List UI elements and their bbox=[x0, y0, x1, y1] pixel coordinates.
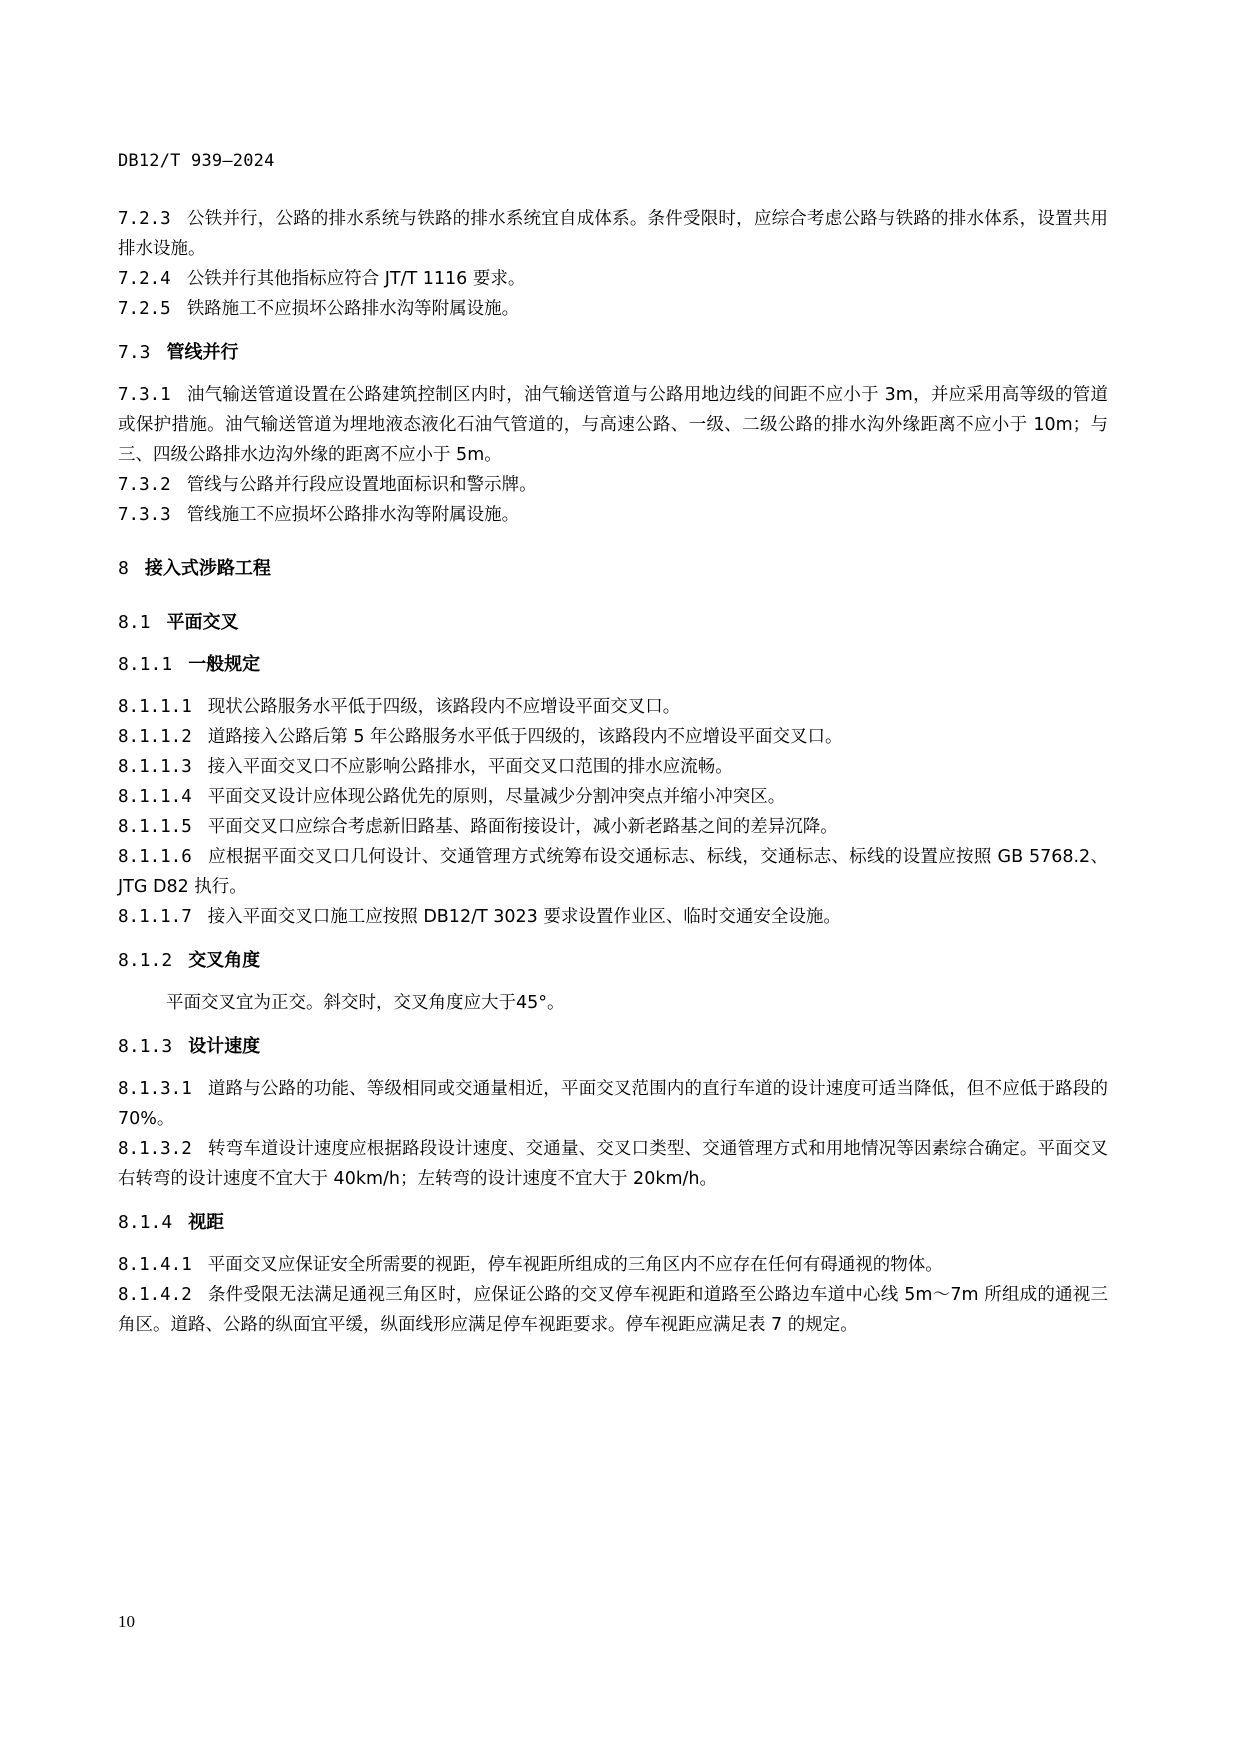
clause-text: 转弯车道设计速度应根据路段设计速度、交通量、交叉口类型、交通管理方式和用地情况等因素综合确定。平面交叉右转弯的设计速度不宜大于 40km/h；左转弯的设计速度不宜大于 20km/h。 bbox=[118, 1139, 1108, 1189]
clause-8-1-1-2 bbox=[118, 722, 1108, 752]
clause-text: 条件受限无法满足通视三角区时，应保证公路的交叉停车视距和道路至公路边车道中心线 5m～7m 所组成的通视三角区。道路、公路的纵面宜平缓，纵面线形应满足停车视距要求。停车视距应满足表 7 的规定。 bbox=[118, 1285, 1108, 1335]
clause-text: 公铁并行其他指标应符合 JT/T 1116 要求。 bbox=[186, 269, 526, 289]
clause-number: 8.1.3.1 bbox=[118, 1079, 192, 1099]
clause-8-1-1-1 bbox=[118, 692, 1108, 722]
clause-number: 8.1.1.3 bbox=[118, 757, 192, 777]
heading-number: 8.1 bbox=[118, 612, 151, 633]
heading-8-1 bbox=[118, 608, 1108, 638]
heading-number: 8.1.4 bbox=[118, 1212, 173, 1233]
clause-number: 7.2.4 bbox=[118, 269, 171, 289]
clause-number: 8.1.4.1 bbox=[118, 1255, 192, 1275]
clause-text: 道路与公路的功能、等级相同或交通量相近，平面交叉范围内的直行车道的设计速度可适当降低，但不应低于路段的 70%。 bbox=[118, 1079, 1108, 1129]
heading-8 bbox=[118, 554, 1108, 584]
clause-8-1-4-2 bbox=[118, 1280, 1108, 1340]
clause-text: 平面交叉口应综合考虑新旧路基、路面衔接设计，减小新老路基之间的差异沉降。 bbox=[207, 817, 838, 837]
clause-text: 应根据平面交叉口几何设计、交通管理方式统筹布设交通标志、标线，交通标志、标线的设置应按照 GB 5768.2、JTG D82 执行。 bbox=[118, 847, 1108, 897]
clause-number: 8.1.1.1 bbox=[118, 697, 192, 717]
clause-8-1-1-4 bbox=[118, 782, 1108, 812]
clause-text: 接入平面交叉口不应影响公路排水，平面交叉口范围的排水应流畅。 bbox=[207, 757, 733, 777]
clause-number: 7.2.3 bbox=[118, 209, 171, 229]
heading-8-1-4 bbox=[118, 1208, 1108, 1238]
heading-title: 设计速度 bbox=[188, 1036, 261, 1057]
clause-number: 8.1.3.2 bbox=[118, 1139, 192, 1159]
clause-text: 铁路施工不应损坏公路排水沟等附属设施。 bbox=[186, 299, 520, 319]
heading-title: 交叉角度 bbox=[188, 950, 261, 971]
clause-7-3-3 bbox=[118, 500, 1108, 530]
heading-number: 8.1.3 bbox=[118, 1036, 173, 1057]
clause-text: 平面交叉应保证安全所需要的视距，停车视距所组成的三角区内不应存在任何有碍通视的物体。 bbox=[207, 1255, 943, 1275]
heading-number: 7.3 bbox=[118, 342, 151, 363]
clause-8-1-1-7 bbox=[118, 902, 1108, 932]
paragraph-8-1-2: 平面交叉宜为正交。斜交时，交叉角度应大于45°。 bbox=[166, 993, 565, 1013]
heading-title: 平面交叉 bbox=[166, 612, 239, 633]
heading-title: 一般规定 bbox=[188, 654, 261, 675]
clause-number: 8.1.1.2 bbox=[118, 727, 192, 747]
heading-8-1-3 bbox=[118, 1032, 1108, 1062]
clause-text: 现状公路服务水平低于四级，该路段内不应增设平面交叉口。 bbox=[207, 697, 681, 717]
clause-text: 道路接入公路后第 5 年公路服务水平低于四级的，该路段内不应增设平面交叉口。 bbox=[207, 727, 843, 747]
clause-8-1-4-1 bbox=[118, 1250, 1108, 1280]
clause-number: 7.3.1 bbox=[118, 385, 171, 405]
clause-number: 8.1.1.7 bbox=[118, 907, 192, 927]
clause-number: 7.2.5 bbox=[118, 299, 171, 319]
clause-number: 8.1.4.2 bbox=[118, 1285, 192, 1305]
heading-number: 8 bbox=[118, 558, 129, 579]
clause-number: 8.1.1.4 bbox=[118, 787, 192, 807]
heading-8-1-1 bbox=[118, 650, 1108, 680]
heading-8-1-2 bbox=[118, 946, 1108, 976]
clause-7-3-1 bbox=[118, 380, 1108, 470]
clause-text: 平面交叉设计应体现公路优先的原则，尽量减少分割冲突点并缩小冲突区。 bbox=[207, 787, 786, 807]
clause-number: 8.1.1.6 bbox=[118, 847, 192, 867]
clause-7-2-3 bbox=[118, 204, 1108, 264]
clause-8-1-3-2 bbox=[118, 1134, 1108, 1194]
heading-title: 管线并行 bbox=[166, 342, 239, 363]
document-header-id: DB12/T 939—2024 bbox=[118, 151, 275, 171]
clause-7-3-2 bbox=[118, 470, 1108, 500]
page-number: 10 bbox=[118, 1612, 135, 1631]
clause-text: 管线施工不应损坏公路排水沟等附属设施。 bbox=[186, 505, 520, 525]
heading-number: 8.1.1 bbox=[118, 654, 173, 675]
clause-7-2-4 bbox=[118, 264, 1108, 294]
clause-8-1-3-1 bbox=[118, 1074, 1108, 1134]
clause-7-2-5 bbox=[118, 294, 1108, 324]
clause-number: 7.3.2 bbox=[118, 475, 171, 495]
heading-number: 8.1.2 bbox=[118, 950, 173, 971]
clause-8-1-1-3 bbox=[118, 752, 1108, 782]
clause-8-1-1-6 bbox=[118, 842, 1108, 902]
clause-text: 管线与公路并行段应设置地面标识和警示牌。 bbox=[186, 475, 537, 495]
heading-title: 视距 bbox=[188, 1212, 225, 1233]
heading-7-3 bbox=[118, 338, 1108, 368]
clause-text: 公铁并行，公路的排水系统与铁路的排水系统宜自成体系。条件受限时，应综合考虑公路与铁路的排水体系，设置共用排水设施。 bbox=[118, 209, 1108, 259]
clause-number: 8.1.1.5 bbox=[118, 817, 192, 837]
heading-title: 接入式涉路工程 bbox=[144, 558, 271, 579]
clause-text: 油气输送管道设置在公路建筑控制区内时，油气输送管道与公路用地边线的间距不应小于 3m，并应采用高等级的管道或保护措施。油气输送管道为埋地液态液化石油气管道的，与高速公路、一级、二级公路的排水沟外缘距离不应小于 10m；与三、四级公路排水边沟外缘的距离不应小于 5m。 bbox=[118, 385, 1108, 465]
clause-text: 接入平面交叉口施工应按照 DB12/T 3023 要求设置作业区、临时交通安全设施。 bbox=[207, 907, 841, 927]
clause-8-1-1-5 bbox=[118, 812, 1108, 842]
clause-number: 7.3.3 bbox=[118, 505, 171, 525]
document-body bbox=[118, 204, 1108, 1340]
